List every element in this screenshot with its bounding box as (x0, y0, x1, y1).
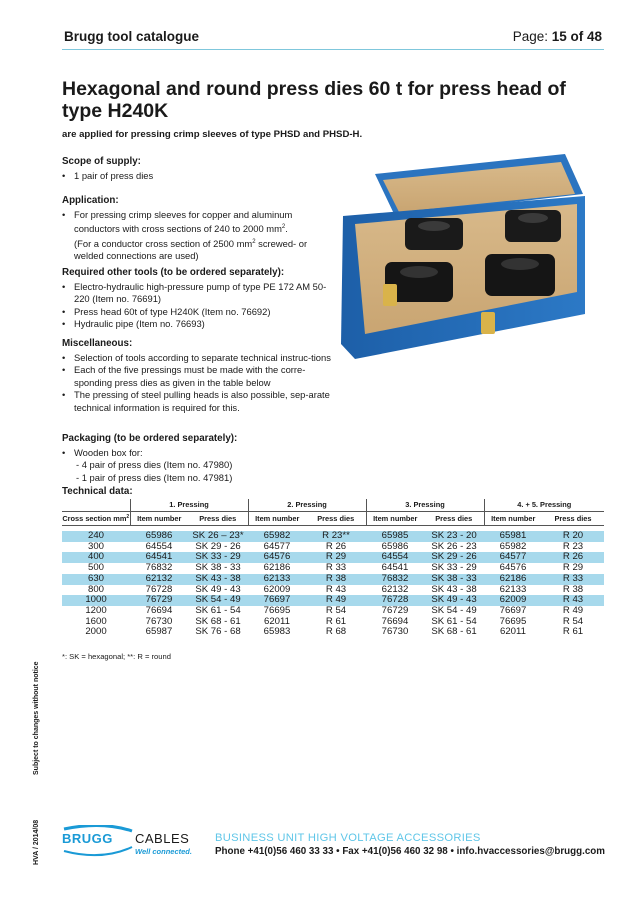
table-cell: SK 29 - 26 (424, 552, 484, 563)
packaging-sub-item: - 4 pair of press dies (Item no. 47980) (76, 459, 233, 470)
group-header-row (62, 499, 604, 511)
list-item: • Selection of tools according to separate technical instruc-tions (62, 352, 332, 365)
cross-section-cell: 240 (62, 531, 130, 542)
side-note (28, 650, 44, 775)
table-cell: 64576 (248, 552, 306, 563)
table-cell: R 38 (306, 574, 366, 585)
contact-line: Phone +41(0)56 460 33 33 • Fax +41(0)56 460 32 98 • info.hvaccessories@brugg.com (215, 846, 605, 857)
table-cell: 76832 (366, 574, 424, 585)
table-cell: 64541 (381, 562, 409, 574)
table-cell: SK 54 - 49 (431, 604, 477, 616)
table-cell: R 26 (542, 552, 604, 563)
table-cell: SK 43 - 38 (188, 574, 248, 585)
misc-section (62, 338, 332, 414)
table-cell: 62186 (263, 562, 291, 574)
column-header: Item number (366, 511, 424, 525)
table-cell: 64577 (263, 540, 291, 552)
table-cell: SK 29 - 26 (195, 540, 241, 552)
table-cell: 62011 (264, 615, 290, 627)
application-list (62, 209, 332, 263)
table-cell: 65985 (366, 531, 424, 542)
scope-list (62, 170, 332, 183)
list-item (62, 209, 332, 263)
table-cell: R 43 (542, 595, 604, 606)
side-date-text: HVA / 2014/08 (33, 819, 40, 865)
table-cell: R 54 (562, 615, 584, 627)
logo-tagline: Well connected. (135, 847, 192, 856)
table-cell: 76697 (248, 595, 306, 606)
cross-section-header (62, 511, 130, 525)
page-header (62, 28, 604, 50)
table-cell: R 38 (562, 583, 584, 595)
list-item: • Wooden box for: (62, 447, 332, 460)
application-text: For pressing crimp sleeves for copper and aluminum conductors with cross sections of 240 to 2000 mm (74, 208, 293, 234)
table-cell: 76694 (381, 615, 409, 627)
side-note-text: Subject to changes without notice (33, 661, 40, 775)
table-cell: 76730 (145, 615, 173, 627)
table-cell: SK 33 - 29 (188, 552, 248, 563)
application-note-end: screwed- or welded connections are used) (74, 237, 308, 261)
table-cell: 65983 (263, 626, 291, 638)
table-cell: SK 33 - 29 (431, 562, 477, 574)
misc-list (62, 352, 332, 415)
table-cell: 64554 (366, 552, 424, 563)
packaging-list (62, 447, 332, 460)
table-cell: R 68 (325, 626, 347, 638)
packaging-heading: Packaging (to be ordered separately): (62, 433, 238, 444)
group-header: 3. Pressing (366, 499, 484, 511)
cross-section-header-text: Cross section mm (62, 513, 127, 523)
cross-section-cell: 630 (62, 574, 130, 585)
column-header: Press dies (542, 511, 604, 525)
empty-header-cell (62, 499, 130, 511)
catalogue-title: Brugg tool catalogue (64, 29, 199, 44)
table-cell: 76695 (263, 604, 291, 616)
list-item: • Electro-hydraulic high-pressure pump of type PE 172 AM 50-220 (Item no. 76691) (62, 281, 332, 306)
list-item: • Hydraulic pipe (Item no. 76693) (62, 318, 332, 331)
press-die-bore (518, 213, 548, 223)
latch-icon (383, 284, 397, 306)
press-die-bore (400, 266, 438, 278)
table-cell: 76695 (499, 615, 527, 627)
table-cell: R 49 (562, 604, 584, 616)
column-header-row (62, 511, 604, 525)
table-cell: SK 23 - 20 (424, 531, 484, 542)
application-section (62, 195, 332, 263)
packaging-section (62, 433, 332, 484)
scope-heading: Scope of supply: (62, 156, 141, 167)
cross-section-cell: 500 (87, 562, 104, 574)
required-list (62, 281, 332, 331)
table-cell: R 61 (325, 615, 347, 627)
table-cell: SK 26 – 23* (188, 531, 248, 542)
table-cell: 76729 (130, 595, 188, 606)
cross-section-cell: 1000 (62, 595, 130, 606)
application-note: (For a conductor cross section of 2500 mm (74, 237, 253, 249)
superscript: 2 (281, 224, 286, 230)
cross-section-cell: 800 (87, 583, 104, 595)
table-cell: 65982 (499, 540, 527, 552)
table-cell: R 33 (542, 574, 604, 585)
side-date (28, 795, 44, 865)
table-cell: 62133 (248, 574, 306, 585)
table-cell: SK 49 - 43 (424, 595, 484, 606)
list-item: • The pressing of steel pulling heads is also possible, sep-arate technical information is required for this. (62, 389, 332, 414)
table-cell: 65981 (484, 531, 542, 542)
scope-section (62, 156, 332, 182)
list-item: • Each of the five pressings must be made with the corre-sponding press dies as given in the table below (62, 364, 332, 389)
table-cell: 65986 (130, 531, 188, 542)
logo-cables: CABLES (135, 831, 190, 846)
cross-section-cell: 2000 (85, 626, 107, 638)
technical-data-body (62, 525, 604, 638)
table-cell: 76694 (145, 604, 173, 616)
required-section (62, 267, 332, 331)
latch-icon (481, 312, 495, 334)
packaging-sub-item: - 1 pair of press dies (Item no. 47981) (76, 471, 233, 483)
table-cell: R 23** (306, 531, 366, 542)
cross-section-cell: 1600 (85, 615, 107, 627)
press-die-bore (418, 221, 450, 231)
table-cell: 76728 (145, 583, 173, 595)
table-cell: SK 61 - 54 (431, 615, 477, 627)
column-header: Item number (130, 511, 188, 525)
application-heading: Application: (62, 195, 119, 206)
table-cell: SK 38 - 33 (424, 574, 484, 585)
table-cell: 65982 (248, 531, 306, 542)
page-label: Page: (512, 29, 552, 44)
table-cell: 65986 (381, 540, 409, 552)
table-cell: 76730 (381, 626, 409, 638)
table-cell: R 49 (306, 595, 366, 606)
superscript: 2 (252, 238, 256, 245)
technical-data-table (62, 499, 604, 638)
misc-heading: Miscellaneous: (62, 338, 133, 349)
cross-section-cell: 1200 (85, 604, 107, 616)
table-cell: R 43 (325, 583, 347, 595)
cross-section-cell: 300 (87, 540, 104, 552)
table-cell: 62186 (484, 574, 542, 585)
table-cell: 76729 (381, 604, 409, 616)
required-heading: Required other tools (to be ordered separately): (62, 267, 285, 278)
table-cell: 62132 (381, 583, 409, 595)
table-cell: 62009 (263, 583, 291, 595)
column-header: Press dies (424, 511, 484, 525)
group-header: 2. Pressing (248, 499, 366, 511)
column-header: Press dies (306, 511, 366, 525)
table-cell: 65987 (145, 626, 173, 638)
table-cell: R 29 (562, 562, 584, 574)
table-cell: SK 49 - 43 (195, 583, 241, 595)
table-row (62, 627, 604, 638)
page-title: Hexagonal and round press dies 60 t for press head of type H240K (62, 78, 566, 122)
table-cell: SK 54 - 49 (188, 595, 248, 606)
technical-data-label: Technical data: (62, 486, 133, 497)
table-cell: 64576 (499, 562, 527, 574)
table-cell: R 33 (325, 562, 347, 574)
superscript: 2 (126, 513, 130, 520)
table-cell: 64577 (484, 552, 542, 563)
business-unit: BUSINESS UNIT HIGH VOLTAGE ACCESSORIES (215, 832, 481, 844)
table-cell: SK 76 - 68 (195, 626, 241, 638)
table-cell: 64554 (145, 540, 173, 552)
table-cell: 76697 (499, 604, 527, 616)
group-header: 4. + 5. Pressing (484, 499, 604, 511)
column-header: Item number (484, 511, 542, 525)
table-cell: R 54 (325, 604, 347, 616)
cross-section-cell: 400 (62, 552, 130, 563)
table-row (62, 574, 604, 585)
logo-brugg: BRUGG (62, 831, 113, 846)
table-cell: 64541 (130, 552, 188, 563)
table-cell: 62133 (499, 583, 527, 595)
table-cell: 62009 (484, 595, 542, 606)
product-photo (335, 154, 600, 364)
table-cell: 62011 (500, 626, 526, 638)
lead-text: are applied for pressing crimp sleeves of type PHSD and PHSD-H. (62, 129, 363, 140)
table-cell: R 29 (306, 552, 366, 563)
list-item: • 1 pair of press dies (62, 170, 332, 183)
table-cell: SK 61 - 54 (195, 604, 241, 616)
table-cell: SK 26 - 23 (431, 540, 477, 552)
table-cell: 62132 (130, 574, 188, 585)
table-cell: R 23 (562, 540, 584, 552)
group-header: 1. Pressing (130, 499, 248, 511)
table-cell: 76832 (145, 562, 173, 574)
table-cell: 76728 (366, 595, 424, 606)
page-value: 15 of 48 (551, 29, 602, 44)
application-text-end: . (285, 223, 288, 234)
brugg-logo (62, 825, 202, 865)
column-header: Press dies (188, 511, 248, 525)
table-cell: R 20 (542, 531, 604, 542)
table-cell: SK 68 - 61 (195, 615, 241, 627)
table-cell: R 61 (562, 626, 584, 638)
column-header: Item number (248, 511, 306, 525)
list-item: • Press head 60t of type H240K (Item no. 76692) (62, 306, 332, 319)
table-cell: R 26 (325, 540, 347, 552)
table-cell: SK 68 - 61 (431, 626, 477, 638)
table-cell: SK 43 - 38 (431, 583, 477, 595)
page-number (513, 29, 602, 44)
table-cell: SK 38 - 33 (195, 562, 241, 574)
press-die-bore (501, 258, 539, 270)
footnote: *: SK = hexagonal; **: R = round (62, 652, 171, 661)
